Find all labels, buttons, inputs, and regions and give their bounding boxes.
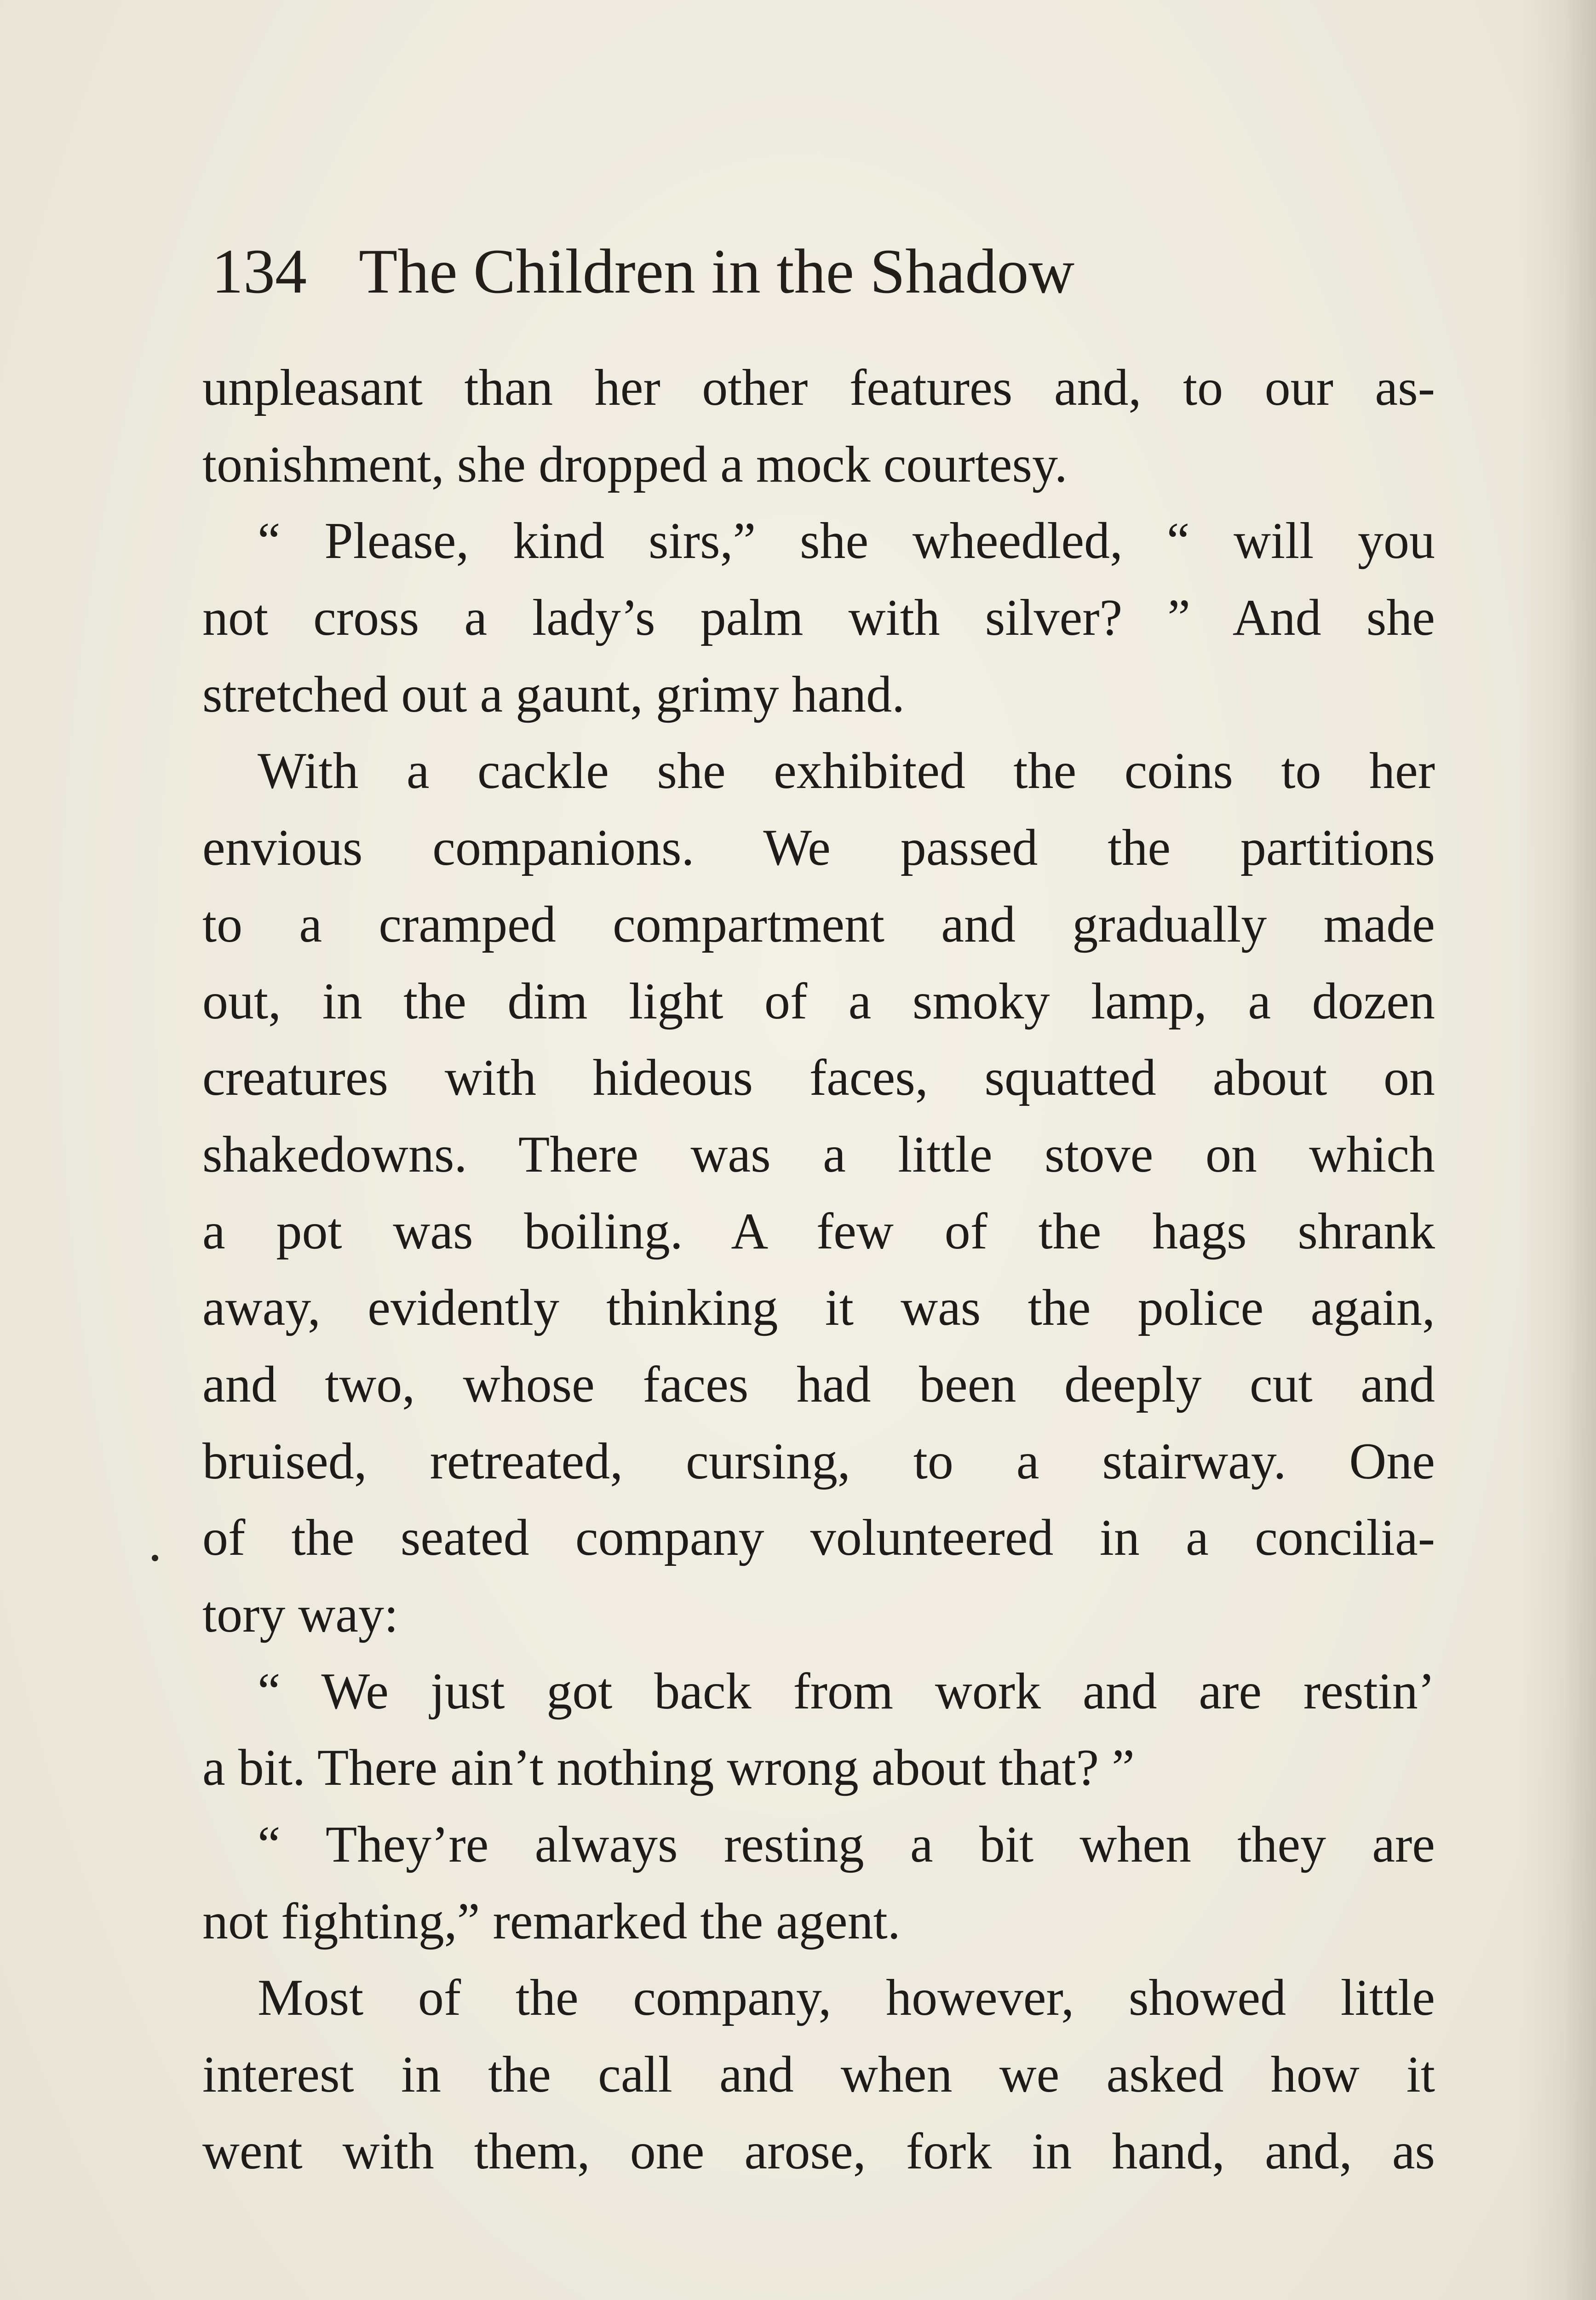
body-text — [202, 350, 1435, 2190]
text-line: unpleasant than her other features and, to our as- — [202, 359, 1435, 416]
text-line: tonishment, she dropped a mock courtesy. — [202, 436, 1068, 493]
page-header — [212, 230, 1269, 313]
text-line: of the seated company volunteered in a concilia- — [202, 1509, 1435, 1567]
text-line: shakedowns. There was a little stove on which — [202, 1126, 1435, 1183]
text-line: a pot was boiling. A few of the hags shrank — [202, 1202, 1435, 1260]
text-line: interest in the call and when we asked how it — [202, 2046, 1435, 2104]
text-line: away, evidently thinking it was the police again, — [202, 1279, 1435, 1337]
text-line: “ Please, kind sirs,” she wheedled, “ will you — [258, 512, 1435, 570]
text-line: “ They’re always resting a bit when they are — [258, 1816, 1435, 1874]
margin-dot — [152, 1555, 158, 1561]
running-title: The Children in the Shadow — [359, 236, 1075, 306]
text-line: out, in the dim light of a smoky lamp, a dozen — [202, 972, 1435, 1030]
text-line: not cross a lady’s palm with silver? ” And she — [202, 589, 1435, 647]
text-line: not fighting,” remarked the agent. — [202, 1892, 901, 1950]
text-line: “ We just got back from work and are restin’ — [258, 1662, 1435, 1720]
text-line: to a cramped compartment and gradually made — [202, 896, 1435, 953]
page-number: 134 — [212, 236, 307, 306]
text-line: went with them, one arose, fork in hand, and, as — [202, 2122, 1435, 2180]
text-line: stretched out a gaunt, grimy hand. — [202, 666, 905, 723]
text-line: a bit. There ain’t nothing wrong about that? ” — [202, 1739, 1135, 1797]
text-line: With a cackle she exhibited the coins to her — [258, 742, 1435, 800]
text-line: and two, whose faces had been deeply cut and — [202, 1356, 1435, 1413]
text-line: tory way: — [202, 1586, 399, 1643]
text-line: bruised, retreated, cursing, to a stairway. One — [202, 1432, 1435, 1490]
text-line: envious companions. We passed the partitions — [202, 819, 1435, 877]
text-line: Most of the company, however, showed little — [258, 1969, 1435, 2027]
text-line: creatures with hideous faces, squatted about on — [202, 1049, 1435, 1107]
